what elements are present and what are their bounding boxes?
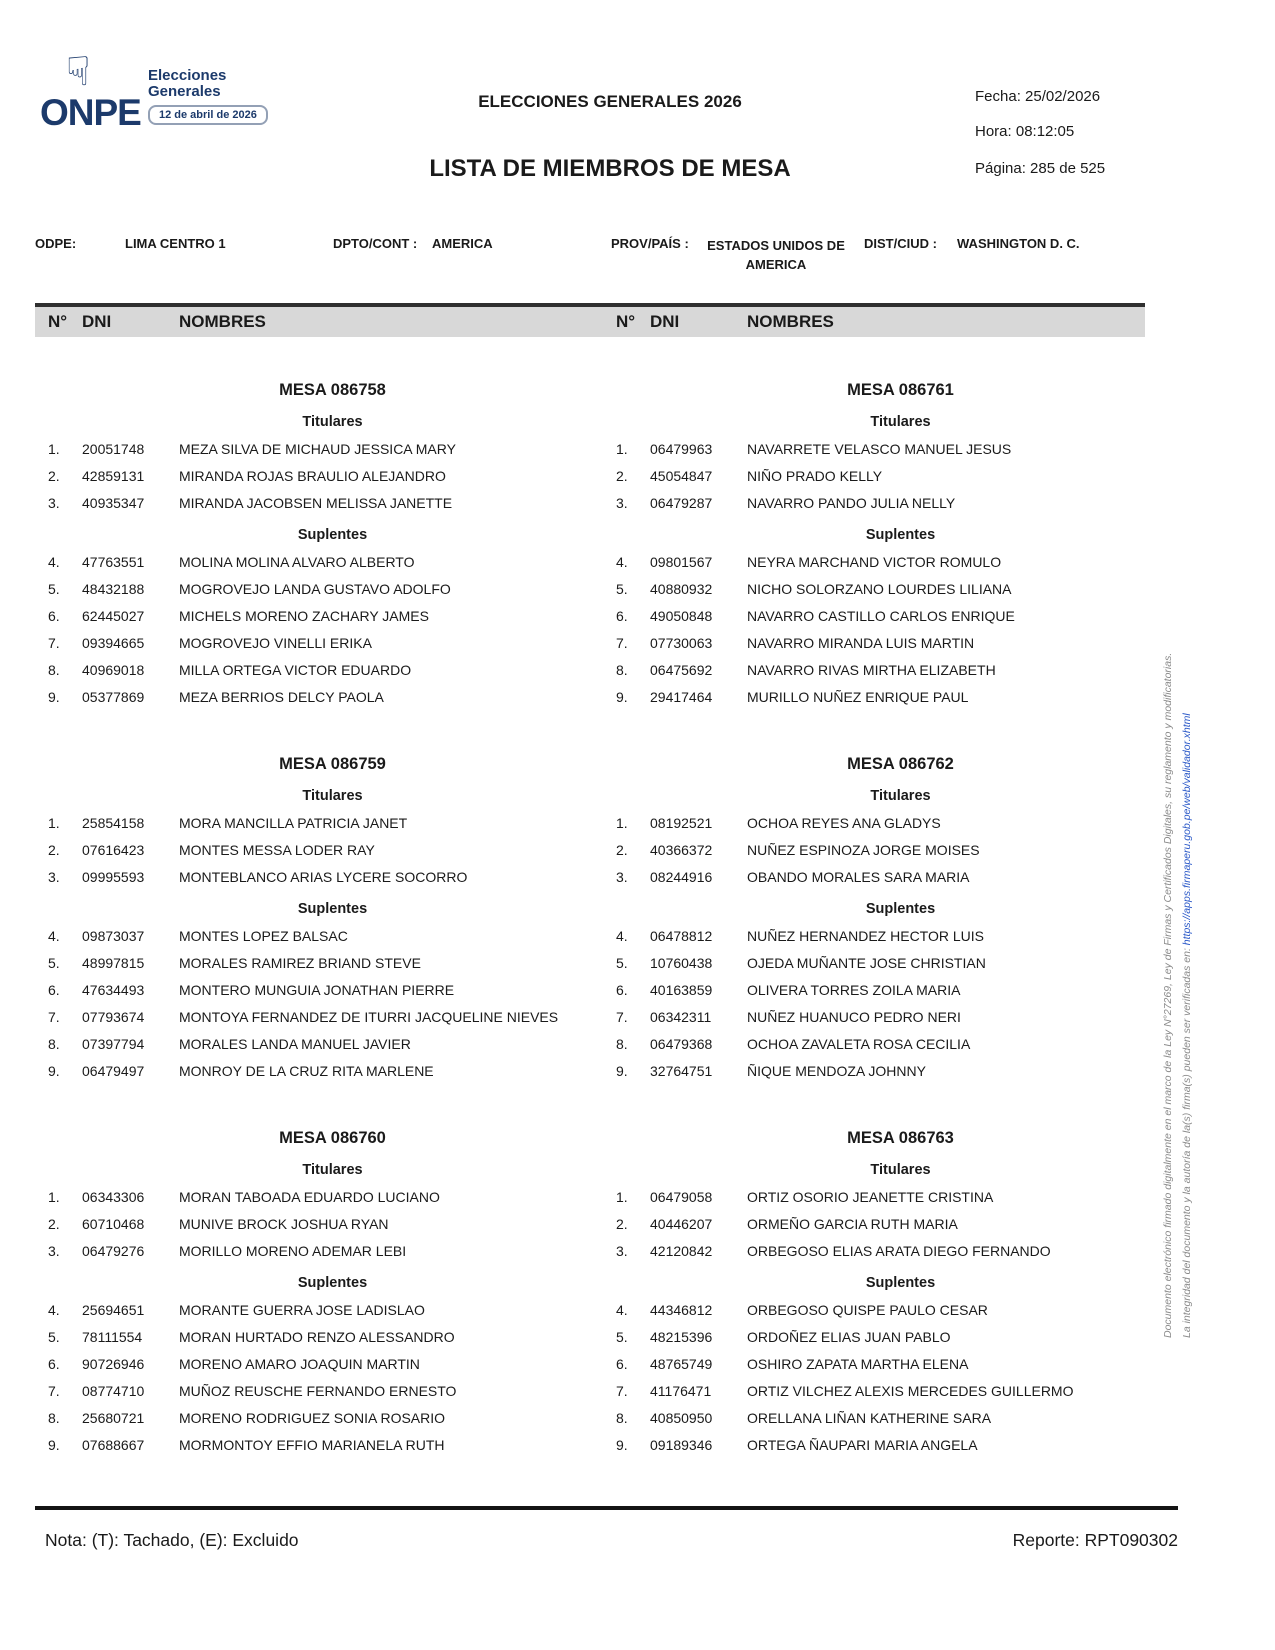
table-header-right [603,307,1145,337]
row-number: 8. [48,1036,60,1052]
member-dni: 40446207 [650,1216,713,1232]
member-dni: 90726946 [82,1356,145,1372]
table-row [48,657,577,684]
table-row [48,1378,577,1405]
dpto-value: AMERICA [432,236,493,251]
table-row [616,1238,1145,1265]
row-number: 5. [48,955,60,971]
table-row [616,1378,1145,1405]
member-name: ÑIQUE MENDOZA JOHNNY [747,1063,926,1079]
member-name: MORA MANCILLA PATRICIA JANET [179,815,408,831]
table-row [616,950,1145,977]
member-name: MORALES RAMIREZ BRIAND STEVE [179,955,421,971]
row-number: 5. [616,1329,628,1345]
table-row [48,1031,577,1058]
legal-note-line2-text: La integridad del documento y la autoría de la(s) firma(s) pueden ser verificadas en: [1181,945,1193,1338]
member-dni: 44346812 [650,1302,713,1318]
member-dni: 08244916 [650,869,713,885]
row-number: 9. [48,1437,60,1453]
member-name: ORBEGOSO ELIAS ARATA DIEGO FERNANDO [747,1243,1051,1259]
member-name: MONTEBLANCO ARIAS LYCERE SOCORRO [179,869,468,885]
row-number: 7. [48,1009,60,1025]
member-name: MIRANDA JACOBSEN MELISSA JANETTE [179,495,453,511]
table-row [616,1211,1145,1238]
table-row [616,1405,1145,1432]
member-name: ORTIZ OSORIO JEANETTE CRISTINA [747,1189,994,1205]
table-row [48,436,577,463]
col-header-n: N° [616,312,636,331]
table-row [616,864,1145,891]
table-row [48,1324,577,1351]
mesa-title: MESA 086759 [279,755,386,773]
titulares-label: Titulares [870,788,931,804]
member-dni: 08774710 [82,1383,145,1399]
row-number: 1. [616,1189,628,1205]
member-dni: 40163859 [650,982,713,998]
member-name: NEYRA MARCHAND VICTOR ROMULO [747,554,1002,570]
row-number: 1. [616,441,628,457]
member-dni: 06479058 [650,1189,713,1205]
table-row [48,1405,577,1432]
suplentes-label: Suplentes [297,527,368,543]
footer-note: Nota: (T): Tachado, (E): Excluido [45,1530,299,1550]
member-dni: 06475692 [650,662,713,678]
row-number: 1. [48,441,60,457]
member-dni: 40850950 [650,1410,713,1426]
member-name: NICHO SOLORZANO LOURDES LILIANA [747,581,1012,597]
member-dni: 78111554 [82,1329,143,1345]
member-name: ORDOÑEZ ELIAS JUAN PABLO [747,1329,951,1345]
member-name: NAVARRETE VELASCO MANUEL JESUS [747,441,1012,457]
member-dni: 20051748 [82,441,145,457]
member-dni: 09801567 [650,554,713,570]
member-name: OCHOA REYES ANA GLADYS [747,815,941,831]
member-name: MORMONTOY EFFIO MARIANELA RUTH [179,1437,445,1453]
member-dni: 29417464 [650,689,713,705]
member-name: MIRANDA ROJAS BRAULIO ALEJANDRO [179,468,446,484]
row-number: 2. [48,842,60,858]
member-dni: 06479287 [650,495,713,511]
member-name: NUÑEZ HUANUCO PEDRO NERI [747,1009,961,1025]
table-row [48,977,577,1004]
member-dni: 41176471 [650,1383,712,1399]
table-row [48,684,577,711]
logo-subtitle [148,68,268,125]
member-dni: 06479276 [82,1243,145,1259]
suplentes-label: Suplentes [865,527,936,543]
member-name: ORELLANA LIÑAN KATHERINE SARA [747,1410,992,1426]
row-number: 5. [48,581,60,597]
member-name: ORMEÑO GARCIA RUTH MARIA [747,1216,958,1232]
member-name: MOLINA MOLINA ALVARO ALBERTO [179,554,415,570]
table-row [48,576,577,603]
member-name: MONTES MESSA LODER RAY [179,842,375,858]
member-name: MILLA ORTEGA VICTOR EDUARDO [179,662,412,678]
table-row [616,576,1145,603]
table-row [616,1031,1145,1058]
member-name: NAVARRO RIVAS MIRTHA ELIZABETH [747,662,996,678]
member-name: OSHIRO ZAPATA MARTHA ELENA [747,1356,969,1372]
prov-value: ESTADOS UNIDOS DE AMERICA [707,238,845,272]
titulares-label: Titulares [302,788,363,804]
table-row [616,810,1145,837]
table-row [48,1297,577,1324]
table-row [48,1058,577,1085]
mesa-section [35,377,577,711]
titulares-label: Titulares [302,414,363,430]
member-dni: 07397794 [82,1036,145,1052]
member-name: NAVARRO CASTILLO CARLOS ENRIQUE [747,608,1015,624]
member-dni: 40366372 [650,842,713,858]
member-name: MUÑOZ REUSCHE FERNANDO ERNESTO [179,1383,457,1399]
member-name: OCHOA ZAVALETA ROSA CECILIA [747,1036,971,1052]
row-number: 3. [616,1243,628,1259]
member-dni: 45054847 [650,468,713,484]
table-row [48,549,577,576]
member-dni: 07730063 [650,635,713,651]
row-number: 4. [616,554,628,570]
titulares-label: Titulares [302,1162,363,1178]
member-name: MORANTE GUERRA JOSE LADISLAO [179,1302,425,1318]
table-row [616,463,1145,490]
row-number: 3. [616,869,628,885]
member-name: MONTES LOPEZ BALSAC [179,928,348,944]
row-number: 4. [616,928,628,944]
member-name: MOGROVEJO VINELLI ERIKA [179,635,372,651]
member-name: MORAN HURTADO RENZO ALESSANDRO [179,1329,455,1345]
member-dni: 40935347 [82,495,145,511]
member-dni: 08192521 [650,815,713,831]
table-row [48,630,577,657]
row-number: 8. [48,662,60,678]
member-name: MORENO AMARO JOAQUIN MARTIN [179,1356,420,1372]
odpe-label: ODPE: [35,236,77,251]
member-name: OBANDO MORALES SARA MARIA [747,869,970,885]
row-number: 7. [616,1383,628,1399]
member-dni: 09873037 [82,928,145,944]
legal-side-note [1162,503,1193,1338]
table-row [48,810,577,837]
member-name: MUNIVE BROCK JOSHUA RYAN [179,1216,389,1232]
member-name: MICHELS MORENO ZACHARY JAMES [179,608,429,624]
row-number: 1. [48,815,60,831]
table-row [616,684,1145,711]
table-row [48,1184,577,1211]
row-number: 6. [48,982,60,998]
row-number: 3. [48,1243,60,1259]
legal-note-line1: Documento electrónico firmado digitalmente en el marco de la Ley N°27269, Ley de Firmas y Certificados Digitales, su reglamento y modificatorias. [1162,652,1174,1338]
member-name: MORILLO MORENO ADEMAR LEBI [179,1243,407,1259]
member-dni: 47763551 [82,554,145,570]
table-row [616,1184,1145,1211]
hora-text: Hora: 08:12:05 [975,123,1075,140]
col-header-nombres: NOMBRES [747,312,834,331]
member-dni: 10760438 [650,955,713,971]
mesa-title: MESA 086760 [279,1129,386,1147]
odpe-value: LIMA CENTRO 1 [125,236,226,251]
member-name: NIÑO PRADO KELLY [747,468,883,484]
table-row [616,1004,1145,1031]
row-number: 8. [616,662,628,678]
suplentes-label: Suplentes [297,1275,368,1291]
col-header-dni: DNI [650,312,680,331]
mesa-title: MESA 086762 [847,755,954,773]
member-dni: 25680721 [82,1410,145,1426]
row-number: 4. [48,1302,60,1318]
member-name: OLIVERA TORRES ZOILA MARIA [747,982,961,998]
table-row [616,923,1145,950]
member-name: MONTERO MUNGUIA JONATHAN PIERRE [179,982,455,998]
member-dni: 48215396 [650,1329,713,1345]
member-name: MURILLO NUÑEZ ENRIQUE PAUL [747,689,969,705]
table-row [48,1211,577,1238]
validador-link[interactable]: https://apps.firmaperu.gob.pe/web/validador.xhtml [1181,713,1193,946]
member-dni: 06479368 [650,1036,713,1052]
member-dni: 09995593 [82,869,145,885]
member-name: MONTOYA FERNANDEZ DE ITURRI JACQUELINE NIEVES [179,1009,559,1025]
col-header-nombres: NOMBRES [179,312,266,331]
table-row [48,950,577,977]
member-dni: 05377869 [82,689,145,705]
row-number: 5. [616,955,628,971]
table-row [616,657,1145,684]
member-name: OJEDA MUÑANTE JOSE CHRISTIAN [747,955,986,971]
table-row [48,1432,577,1459]
row-number: 1. [48,1189,60,1205]
voting-hand-icon: ☟ [66,49,91,95]
row-number: 3. [616,495,628,511]
row-number: 4. [616,1302,628,1318]
table-row [616,1297,1145,1324]
row-number: 5. [48,1329,60,1345]
row-number: 2. [616,1216,628,1232]
row-number: 8. [616,1036,628,1052]
member-dni: 47634493 [82,982,145,998]
member-name: ORTEGA ÑAUPARI MARIA ANGELA [747,1437,978,1453]
table-row [48,603,577,630]
table-row [48,1351,577,1378]
member-dni: 06478812 [650,928,713,944]
table-row [48,1004,577,1031]
member-name: NUÑEZ HERNANDEZ HECTOR LUIS [747,928,984,944]
row-number: 4. [48,554,60,570]
prov-label: PROV/PAÍS : [611,236,689,251]
row-number: 6. [48,1356,60,1372]
table-row [48,837,577,864]
table-row [48,463,577,490]
row-number: 9. [48,1063,60,1079]
table-header [35,303,1145,337]
mesa-title: MESA 086761 [847,381,954,399]
suplentes-label: Suplentes [865,901,936,917]
col-header-dni: DNI [82,312,112,331]
member-name: MOGROVEJO LANDA GUSTAVO ADOLFO [179,581,451,597]
member-dni: 32764751 [650,1063,713,1079]
member-name: ORBEGOSO QUISPE PAULO CESAR [747,1302,988,1318]
logo-line-generales: Generales [148,83,221,100]
page-title: ELECCIONES GENERALES 2026 [478,92,742,111]
row-number: 2. [48,1216,60,1232]
member-name: MEZA BERRIOS DELCY PAOLA [179,689,384,705]
member-name: MORAN TABOADA EDUARDO LUCIANO [179,1189,440,1205]
legal-note-line2 [1181,503,1193,1338]
mesa-section [603,751,1145,1085]
fecha-text: Fecha: 25/02/2026 [975,88,1101,105]
member-dni: 42120842 [650,1243,713,1259]
table-row [616,1324,1145,1351]
col-header-n: N° [48,312,68,331]
mesa-title: MESA 086763 [847,1129,954,1147]
row-number: 6. [616,982,628,998]
mesa-grid [35,337,1145,1459]
member-dni: 60710468 [82,1216,145,1232]
row-number: 5. [616,581,628,597]
member-dni: 25854158 [82,815,145,831]
member-name: NAVARRO MIRANDA LUIS MARTIN [747,635,975,651]
row-number: 4. [48,928,60,944]
suplentes-label: Suplentes [297,901,368,917]
dpto-label: DPTO/CONT : [333,236,418,251]
page-subtitle: LISTA DE MIEMBROS DE MESA [429,155,791,182]
table-row [616,549,1145,576]
dist-label: DIST/CIUD : [864,236,937,251]
logo-line-elecciones: Elecciones [148,67,227,84]
onpe-wordmark: ONPE [40,92,141,133]
table-row [616,490,1145,517]
table-row [48,490,577,517]
member-dni: 48432188 [82,581,145,597]
table-row [616,436,1145,463]
row-number: 1. [616,815,628,831]
row-number: 6. [616,608,628,624]
onpe-logo [40,49,300,140]
table-header-left [35,307,577,337]
member-dni: 40969018 [82,662,145,678]
row-number: 6. [48,608,60,624]
row-number: 9. [48,689,60,705]
row-number: 9. [616,1437,628,1453]
titulares-label: Titulares [870,1162,931,1178]
suplentes-label: Suplentes [865,1275,936,1291]
member-dni: 06479963 [650,441,713,457]
row-number: 7. [616,1009,628,1025]
member-dni: 62445027 [82,608,145,624]
member-dni: 40880932 [650,581,713,597]
row-number: 8. [616,1410,628,1426]
member-dni: 09394665 [82,635,145,651]
row-number: 2. [616,842,628,858]
table-row [616,837,1145,864]
member-name: MONROY DE LA CRUZ RITA MARLENE [179,1063,434,1079]
row-number: 7. [616,635,628,651]
member-name: NUÑEZ ESPINOZA JORGE MOISES [747,842,980,858]
table-row [48,864,577,891]
row-number: 2. [616,468,628,484]
table-row [616,977,1145,1004]
member-dni: 06479497 [82,1063,145,1079]
member-dni: 48997815 [82,955,145,971]
dist-value: WASHINGTON D. C. [957,236,1080,251]
row-number: 3. [48,869,60,885]
mesa-section [603,377,1145,711]
member-name: MEZA SILVA DE MICHAUD JESSICA MARY [179,441,456,457]
row-number: 9. [616,1063,628,1079]
member-dni: 07688667 [82,1437,145,1453]
mesa-section [35,1125,577,1459]
row-number: 8. [48,1410,60,1426]
member-name: MORALES LANDA MANUEL JAVIER [179,1036,411,1052]
table-row [616,1432,1145,1459]
member-dni: 42859131 [82,468,145,484]
member-dni: 09189346 [650,1437,713,1453]
pagina-text: Página: 285 de 525 [975,160,1106,177]
member-dni: 49050848 [650,608,713,624]
row-number: 7. [48,1383,60,1399]
mesa-section [603,1125,1145,1459]
table-row [616,630,1145,657]
member-dni: 25694651 [82,1302,145,1318]
mesa-title: MESA 086758 [279,381,386,399]
member-name: MORENO RODRIGUEZ SONIA ROSARIO [179,1410,446,1426]
table-row [48,1238,577,1265]
row-number: 9. [616,689,628,705]
footer-report-code: Reporte: RPT090302 [1012,1530,1178,1550]
titulares-label: Titulares [870,414,931,430]
member-dni: 07616423 [82,842,145,858]
member-dni: 06343306 [82,1189,145,1205]
footer-divider [35,1506,1178,1510]
member-dni: 07793674 [82,1009,145,1025]
table-row [616,603,1145,630]
table-row [616,1058,1145,1085]
row-number: 6. [616,1356,628,1372]
table-row [616,1351,1145,1378]
member-dni: 06342311 [650,1009,712,1025]
row-number: 2. [48,468,60,484]
member-name: NAVARRO PANDO JULIA NELLY [747,495,956,511]
row-number: 3. [48,495,60,511]
election-date-badge: 12 de abril de 2026 [148,105,268,125]
mesa-section [35,751,577,1085]
row-number: 7. [48,635,60,651]
member-name: ORTIZ VILCHEZ ALEXIS MERCEDES GUILLERMO [747,1383,1074,1399]
table-row [48,923,577,950]
member-dni: 48765749 [650,1356,713,1372]
